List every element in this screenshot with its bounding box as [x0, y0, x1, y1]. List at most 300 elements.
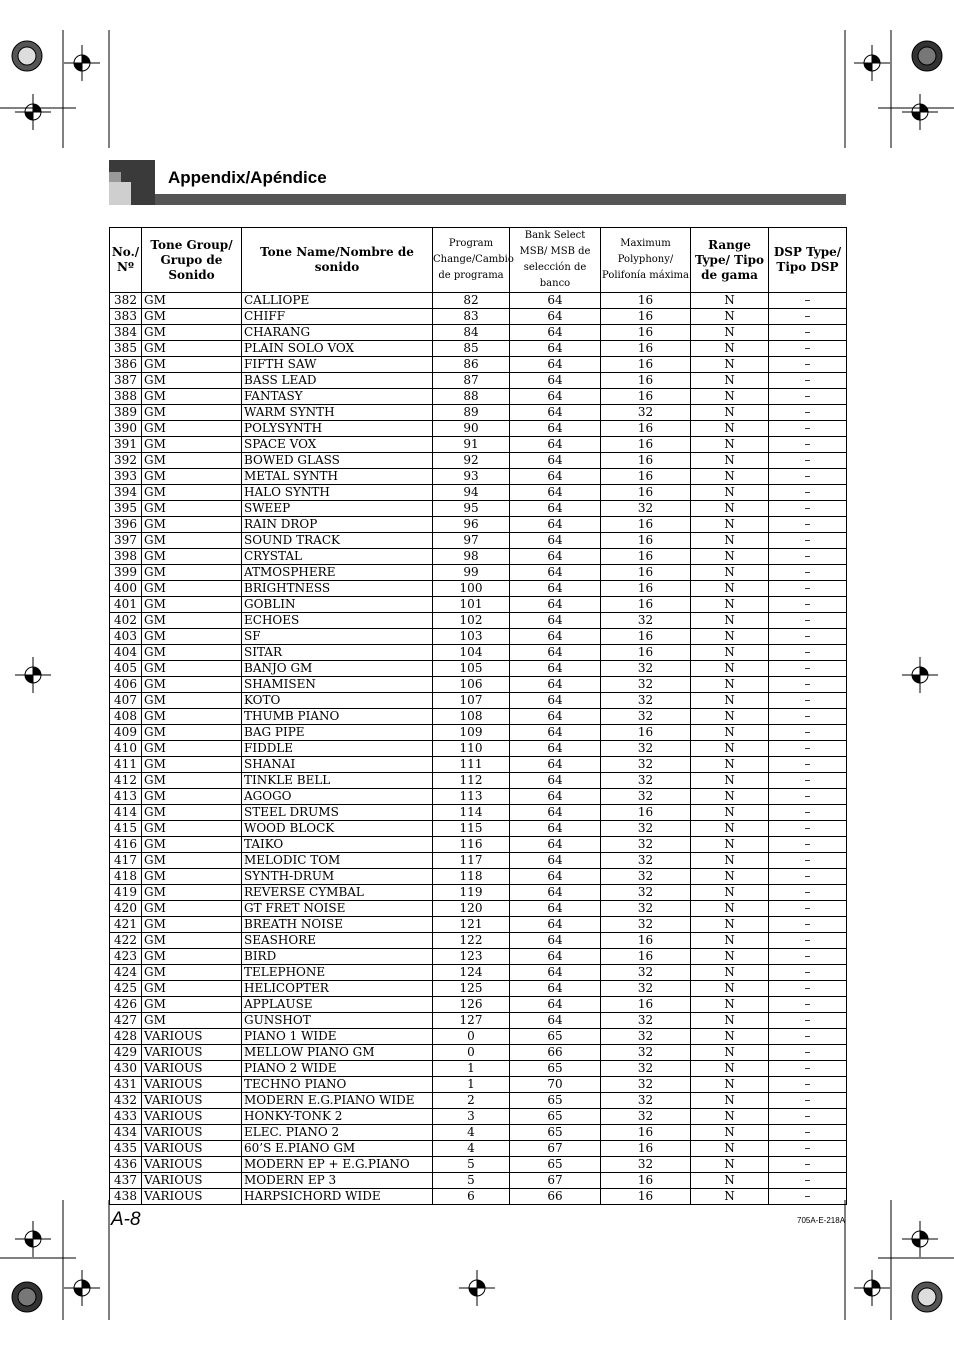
cell-bank-select: 65 [510, 1061, 601, 1077]
cell-tone-name: METAL SYNTH [242, 469, 433, 485]
cell-range-type: N [691, 533, 769, 549]
table-row [110, 933, 847, 949]
cell-program-change: 114 [433, 805, 510, 821]
cell-tone-name: BRIGHTNESS [242, 581, 433, 597]
cell-number: 427 [110, 1013, 142, 1029]
cell-range-type: N [691, 725, 769, 741]
cell-range-type: N [691, 1157, 769, 1173]
cell-range-type: N [691, 581, 769, 597]
cell-max-polyphony: 32 [601, 1045, 691, 1061]
cell-dsp-type: – [769, 1077, 847, 1093]
cell-dsp-type: – [769, 533, 847, 549]
table-row [110, 885, 847, 901]
table-row [110, 1157, 847, 1173]
cell-tone-group: VARIOUS [142, 1189, 242, 1205]
cell-tone-name: TECHNO PIANO [242, 1077, 433, 1093]
cell-tone-group: GM [142, 757, 242, 773]
cell-max-polyphony: 16 [601, 469, 691, 485]
cell-tone-group: VARIOUS [142, 1157, 242, 1173]
cell-bank-select: 64 [510, 869, 601, 885]
cell-bank-select: 66 [510, 1045, 601, 1061]
cell-max-polyphony: 32 [601, 709, 691, 725]
cell-tone-name: FIFTH SAW [242, 357, 433, 373]
table-row [110, 389, 847, 405]
cell-bank-select: 64 [510, 517, 601, 533]
cell-tone-group: GM [142, 325, 242, 341]
cell-program-change: 109 [433, 725, 510, 741]
cell-tone-name: RAIN DROP [242, 517, 433, 533]
cell-bank-select: 64 [510, 373, 601, 389]
cell-range-type: N [691, 501, 769, 517]
cell-number: 425 [110, 981, 142, 997]
cell-tone-name: MODERN EP + E.G.PIANO [242, 1157, 433, 1173]
cell-range-type: N [691, 357, 769, 373]
cell-range-type: N [691, 597, 769, 613]
cell-range-type: N [691, 629, 769, 645]
cell-dsp-type: – [769, 325, 847, 341]
cell-program-change: 93 [433, 469, 510, 485]
cell-program-change: 119 [433, 885, 510, 901]
cell-range-type: N [691, 949, 769, 965]
cell-range-type: N [691, 1029, 769, 1045]
table-row [110, 357, 847, 373]
cell-number: 414 [110, 805, 142, 821]
cell-tone-group: GM [142, 613, 242, 629]
cell-tone-group: GM [142, 421, 242, 437]
cell-tone-group: GM [142, 869, 242, 885]
cell-bank-select: 65 [510, 1093, 601, 1109]
cell-tone-name: CRYSTAL [242, 549, 433, 565]
cell-tone-name: SEASHORE [242, 933, 433, 949]
cell-range-type: N [691, 837, 769, 853]
cell-number: 399 [110, 565, 142, 581]
cell-tone-name: ATMOSPHERE [242, 565, 433, 581]
cell-range-type: N [691, 341, 769, 357]
table-row [110, 741, 847, 757]
page-title: Appendix/Apéndice [168, 168, 327, 187]
cell-bank-select: 64 [510, 773, 601, 789]
cell-tone-name: FIDDLE [242, 741, 433, 757]
cell-dsp-type: – [769, 517, 847, 533]
cell-range-type: N [691, 981, 769, 997]
cell-tone-group: GM [142, 821, 242, 837]
cell-dsp-type: – [769, 485, 847, 501]
table-row [110, 805, 847, 821]
cell-tone-name: SOUND TRACK [242, 533, 433, 549]
cell-range-type: N [691, 773, 769, 789]
cell-number: 426 [110, 997, 142, 1013]
cell-dsp-type: – [769, 933, 847, 949]
cell-range-type: N [691, 469, 769, 485]
cell-tone-group: VARIOUS [142, 1077, 242, 1093]
table-row [110, 1077, 847, 1093]
cell-tone-name: ELEC. PIANO 2 [242, 1125, 433, 1141]
cell-bank-select: 64 [510, 661, 601, 677]
table-row [110, 789, 847, 805]
cell-max-polyphony: 16 [601, 629, 691, 645]
col-header-dsp-type: DSP Type/ Tipo DSP [769, 228, 847, 293]
cell-bank-select: 64 [510, 965, 601, 981]
table-row [110, 325, 847, 341]
cell-number: 418 [110, 869, 142, 885]
table-row [110, 1109, 847, 1125]
cell-max-polyphony: 16 [601, 293, 691, 309]
cell-bank-select: 64 [510, 709, 601, 725]
cell-dsp-type: – [769, 1045, 847, 1061]
cell-max-polyphony: 32 [601, 821, 691, 837]
cell-dsp-type: – [769, 981, 847, 997]
cell-number: 397 [110, 533, 142, 549]
cell-bank-select: 64 [510, 677, 601, 693]
table-row [110, 533, 847, 549]
cell-tone-group: GM [142, 981, 242, 997]
cell-tone-name: SITAR [242, 645, 433, 661]
table-row [110, 661, 847, 677]
cell-tone-name: TINKLE BELL [242, 773, 433, 789]
cell-number: 430 [110, 1061, 142, 1077]
table-row [110, 693, 847, 709]
cell-tone-name: WARM SYNTH [242, 405, 433, 421]
table-row [110, 901, 847, 917]
col-header-tone-group: Tone Group/ Grupo de Sonido [142, 228, 242, 293]
cell-tone-group: GM [142, 341, 242, 357]
cell-number: 396 [110, 517, 142, 533]
table-row [110, 373, 847, 389]
cell-tone-group: GM [142, 917, 242, 933]
table-row [110, 485, 847, 501]
cell-tone-group: VARIOUS [142, 1125, 242, 1141]
cell-max-polyphony: 32 [601, 1013, 691, 1029]
cell-max-polyphony: 16 [601, 357, 691, 373]
cell-max-polyphony: 32 [601, 661, 691, 677]
cell-tone-name: BAG PIPE [242, 725, 433, 741]
cell-range-type: N [691, 565, 769, 581]
cell-number: 422 [110, 933, 142, 949]
table-row [110, 981, 847, 997]
cell-bank-select: 64 [510, 357, 601, 373]
cell-range-type: N [691, 1061, 769, 1077]
cell-tone-group: GM [142, 949, 242, 965]
cell-bank-select: 64 [510, 629, 601, 645]
table-row [110, 629, 847, 645]
cell-number: 390 [110, 421, 142, 437]
cell-dsp-type: – [769, 549, 847, 565]
cell-tone-group: GM [142, 597, 242, 613]
cell-number: 391 [110, 437, 142, 453]
cell-dsp-type: – [769, 821, 847, 837]
cell-tone-name: BIRD [242, 949, 433, 965]
cell-tone-name: STEEL DRUMS [242, 805, 433, 821]
table-row [110, 405, 847, 421]
cell-max-polyphony: 32 [601, 853, 691, 869]
cell-bank-select: 64 [510, 437, 601, 453]
table-row [110, 1189, 847, 1205]
cell-max-polyphony: 32 [601, 885, 691, 901]
table-body [110, 293, 847, 1205]
cell-number: 431 [110, 1077, 142, 1093]
cell-tone-group: GM [142, 581, 242, 597]
cell-tone-group: VARIOUS [142, 1109, 242, 1125]
cell-range-type: N [691, 517, 769, 533]
cell-tone-group: GM [142, 469, 242, 485]
cell-range-type: N [691, 1093, 769, 1109]
table-row [110, 453, 847, 469]
cell-bank-select: 64 [510, 485, 601, 501]
cell-max-polyphony: 32 [601, 773, 691, 789]
cell-program-change: 94 [433, 485, 510, 501]
cell-range-type: N [691, 901, 769, 917]
cell-tone-name: BASS LEAD [242, 373, 433, 389]
cell-max-polyphony: 16 [601, 581, 691, 597]
cell-program-change: 82 [433, 293, 510, 309]
table-row [110, 837, 847, 853]
cell-range-type: N [691, 661, 769, 677]
table-row [110, 869, 847, 885]
cell-bank-select: 67 [510, 1141, 601, 1157]
cell-range-type: N [691, 789, 769, 805]
cell-tone-name: HONKY-TONK 2 [242, 1109, 433, 1125]
table-row [110, 1013, 847, 1029]
cell-bank-select: 64 [510, 997, 601, 1013]
cell-max-polyphony: 32 [601, 1061, 691, 1077]
cell-program-change: 98 [433, 549, 510, 565]
cell-range-type: N [691, 709, 769, 725]
cell-bank-select: 70 [510, 1077, 601, 1093]
cell-number: 411 [110, 757, 142, 773]
cell-bank-select: 64 [510, 613, 601, 629]
cell-range-type: N [691, 821, 769, 837]
cell-number: 409 [110, 725, 142, 741]
cell-bank-select: 64 [510, 821, 601, 837]
cell-tone-name: KOTO [242, 693, 433, 709]
cell-tone-group: VARIOUS [142, 1061, 242, 1077]
cell-tone-name: SF [242, 629, 433, 645]
cell-tone-name: CHIFF [242, 309, 433, 325]
cell-max-polyphony: 16 [601, 549, 691, 565]
cell-bank-select: 64 [510, 757, 601, 773]
cell-max-polyphony: 16 [601, 1141, 691, 1157]
cell-bank-select: 67 [510, 1173, 601, 1189]
cell-dsp-type: – [769, 725, 847, 741]
cell-program-change: 90 [433, 421, 510, 437]
cell-max-polyphony: 16 [601, 325, 691, 341]
cell-program-change: 111 [433, 757, 510, 773]
cell-tone-name: SHAMISEN [242, 677, 433, 693]
cell-number: 437 [110, 1173, 142, 1189]
cell-tone-group: GM [142, 789, 242, 805]
cell-number: 403 [110, 629, 142, 645]
cell-tone-group: GM [142, 533, 242, 549]
cell-program-change: 97 [433, 533, 510, 549]
cell-range-type: N [691, 933, 769, 949]
cell-tone-name: CHARANG [242, 325, 433, 341]
cell-tone-group: GM [142, 501, 242, 517]
cell-max-polyphony: 32 [601, 613, 691, 629]
cell-range-type: N [691, 1141, 769, 1157]
table-row [110, 965, 847, 981]
cell-dsp-type: – [769, 837, 847, 853]
table-row [110, 725, 847, 741]
cell-dsp-type: – [769, 885, 847, 901]
table-row [110, 917, 847, 933]
cell-dsp-type: – [769, 661, 847, 677]
cell-max-polyphony: 16 [601, 949, 691, 965]
cell-tone-name: GUNSHOT [242, 1013, 433, 1029]
cell-tone-group: GM [142, 933, 242, 949]
cell-max-polyphony: 32 [601, 501, 691, 517]
cell-tone-group: VARIOUS [142, 1045, 242, 1061]
cell-dsp-type: – [769, 1093, 847, 1109]
table-row [110, 469, 847, 485]
cell-bank-select: 64 [510, 581, 601, 597]
table-row [110, 549, 847, 565]
cell-tone-group: GM [142, 997, 242, 1013]
cell-max-polyphony: 32 [601, 1077, 691, 1093]
cell-tone-group: GM [142, 405, 242, 421]
table-row [110, 309, 847, 325]
cell-dsp-type: – [769, 805, 847, 821]
cell-dsp-type: – [769, 917, 847, 933]
cell-dsp-type: – [769, 341, 847, 357]
cell-range-type: N [691, 405, 769, 421]
cell-dsp-type: – [769, 453, 847, 469]
cell-bank-select: 64 [510, 293, 601, 309]
cell-dsp-type: – [769, 1141, 847, 1157]
table-row [110, 1061, 847, 1077]
col-header-range-type: Range Type/ Tipo de gama [691, 228, 769, 293]
cell-tone-name: GT FRET NOISE [242, 901, 433, 917]
cell-bank-select: 65 [510, 1029, 601, 1045]
table-row [110, 645, 847, 661]
table-row [110, 565, 847, 581]
cell-bank-select: 64 [510, 725, 601, 741]
cell-program-change: 3 [433, 1109, 510, 1125]
cell-bank-select: 65 [510, 1125, 601, 1141]
cell-bank-select: 64 [510, 549, 601, 565]
cell-dsp-type: – [769, 997, 847, 1013]
table-row [110, 709, 847, 725]
cell-tone-group: VARIOUS [142, 1029, 242, 1045]
cell-range-type: N [691, 741, 769, 757]
cell-tone-name: REVERSE CYMBAL [242, 885, 433, 901]
cell-program-change: 124 [433, 965, 510, 981]
cell-program-change: 87 [433, 373, 510, 389]
cell-max-polyphony: 32 [601, 1109, 691, 1125]
cell-number: 415 [110, 821, 142, 837]
cell-number: 428 [110, 1029, 142, 1045]
cell-dsp-type: – [769, 949, 847, 965]
cell-tone-group: GM [142, 373, 242, 389]
cell-program-change: 89 [433, 405, 510, 421]
cell-program-change: 0 [433, 1045, 510, 1061]
table-row [110, 421, 847, 437]
table-row [110, 517, 847, 533]
table-row [110, 597, 847, 613]
cell-max-polyphony: 16 [601, 389, 691, 405]
cell-number: 434 [110, 1125, 142, 1141]
cell-bank-select: 64 [510, 917, 601, 933]
cell-bank-select: 64 [510, 469, 601, 485]
cell-tone-name: SPACE VOX [242, 437, 433, 453]
cell-tone-name: HALO SYNTH [242, 485, 433, 501]
cell-tone-name: MODERN E.G.PIANO WIDE [242, 1093, 433, 1109]
cell-program-change: 113 [433, 789, 510, 805]
cell-dsp-type: – [769, 437, 847, 453]
cell-program-change: 122 [433, 933, 510, 949]
cell-max-polyphony: 16 [601, 725, 691, 741]
cell-tone-name: SWEEP [242, 501, 433, 517]
cell-dsp-type: – [769, 693, 847, 709]
cell-max-polyphony: 16 [601, 1189, 691, 1205]
cell-program-change: 107 [433, 693, 510, 709]
cell-bank-select: 64 [510, 693, 601, 709]
cell-range-type: N [691, 869, 769, 885]
cell-program-change: 96 [433, 517, 510, 533]
cell-number: 395 [110, 501, 142, 517]
cell-dsp-type: – [769, 741, 847, 757]
cell-tone-group: GM [142, 485, 242, 501]
cell-program-change: 104 [433, 645, 510, 661]
cell-tone-group: GM [142, 549, 242, 565]
cell-number: 419 [110, 885, 142, 901]
cell-bank-select: 64 [510, 597, 601, 613]
cell-program-change: 115 [433, 821, 510, 837]
cell-range-type: N [691, 965, 769, 981]
cell-number: 410 [110, 741, 142, 757]
cell-tone-group: GM [142, 389, 242, 405]
cell-bank-select: 65 [510, 1109, 601, 1125]
col-header-tone-name: Tone Name/Nombre de sonido [242, 228, 433, 293]
cell-max-polyphony: 32 [601, 901, 691, 917]
cell-program-change: 99 [433, 565, 510, 581]
table-row [110, 821, 847, 837]
col-header-bank-select: Bank Select MSB/ MSB de selección de banco [510, 228, 601, 293]
cell-number: 387 [110, 373, 142, 389]
cell-bank-select: 64 [510, 565, 601, 581]
table-row [110, 501, 847, 517]
cell-dsp-type: – [769, 613, 847, 629]
cell-dsp-type: – [769, 389, 847, 405]
cell-range-type: N [691, 757, 769, 773]
cell-max-polyphony: 16 [601, 485, 691, 501]
cell-tone-group: VARIOUS [142, 1173, 242, 1189]
cell-tone-group: GM [142, 357, 242, 373]
cell-tone-name: POLYSYNTH [242, 421, 433, 437]
cell-max-polyphony: 32 [601, 1093, 691, 1109]
table-header-row [110, 228, 847, 293]
cell-tone-group: GM [142, 805, 242, 821]
cell-program-change: 125 [433, 981, 510, 997]
cell-dsp-type: – [769, 469, 847, 485]
cell-dsp-type: – [769, 581, 847, 597]
cell-dsp-type: – [769, 565, 847, 581]
cell-tone-name: BOWED GLASS [242, 453, 433, 469]
cell-number: 408 [110, 709, 142, 725]
cell-bank-select: 64 [510, 1013, 601, 1029]
cell-bank-select: 64 [510, 533, 601, 549]
cell-bank-select: 64 [510, 949, 601, 965]
cell-range-type: N [691, 677, 769, 693]
cell-max-polyphony: 16 [601, 421, 691, 437]
cell-program-change: 102 [433, 613, 510, 629]
cell-dsp-type: – [769, 869, 847, 885]
cell-program-change: 4 [433, 1141, 510, 1157]
table-row [110, 613, 847, 629]
cell-max-polyphony: 16 [601, 597, 691, 613]
cell-program-change: 4 [433, 1125, 510, 1141]
cell-tone-group: GM [142, 517, 242, 533]
section-marker [109, 160, 155, 205]
